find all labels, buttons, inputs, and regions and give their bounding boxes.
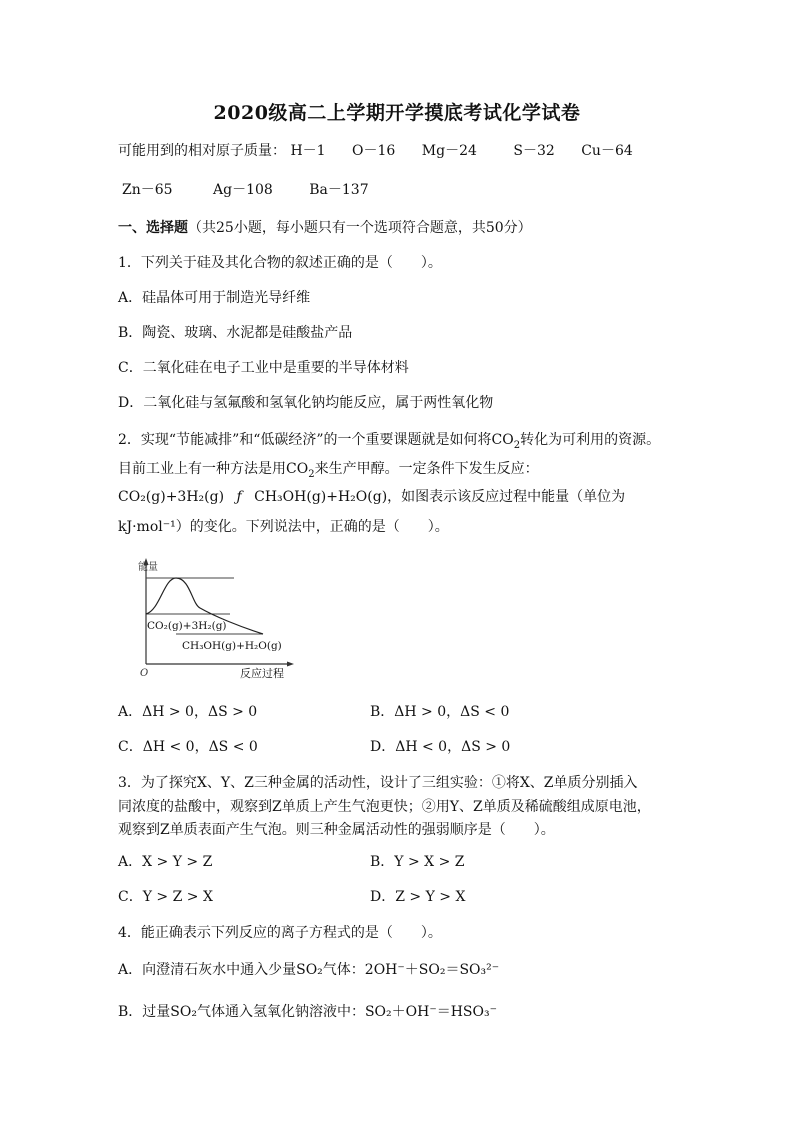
q2-line-2-subscript: 2	[308, 468, 315, 480]
q2-line-1	[118, 430, 660, 450]
q2-line-1-subscript: 2	[513, 439, 521, 451]
q2-option-a: A．ΔH > 0，ΔS > 0	[118, 704, 258, 720]
mass-h: H－1	[290, 143, 326, 159]
q2-option-b: B．ΔH > 0，ΔS < 0	[370, 704, 510, 720]
q1-option-c: C．二氧化硅在电子工业中是重要的半导体材料	[118, 360, 409, 376]
q3-line-2: 同浓度的盐酸中，观察到Z单质上产生气泡更快；②用Y、Z单质及稀硫酸组成原电池，	[118, 799, 651, 815]
q1-option-d: D．二氧化硅与氢氟酸和氢氧化钠均能反应，属于两性氧化物	[118, 395, 494, 411]
y-axis-label: 能量	[138, 562, 158, 573]
q3-option-d: D．Z > Y > X	[370, 889, 466, 905]
mass-o: O－16	[352, 143, 396, 159]
q4-stem: 4．能正确表示下列反应的离子方程式的是（ ）。	[118, 925, 442, 941]
q2-line-2-text-a: 目前工业上有一种方法是用CO	[118, 461, 309, 477]
mass-mg: Mg－24	[421, 143, 477, 159]
exam-title: 2020级高二上学期开学摸底考试化学试卷	[213, 102, 581, 124]
mass-ba: Ba－137	[309, 182, 369, 198]
reactants-label: CO₂(g)+3H₂(g)	[147, 620, 227, 632]
q2-line-1-text-b: 转化为可利用的资源。	[520, 432, 661, 448]
q2-line-2-text-b: 来生产甲醇。一定条件下发生反应：	[314, 461, 539, 477]
q2-option-d: D．ΔH < 0，ΔS > 0	[370, 739, 511, 755]
q2-equation-arrow: ƒ	[236, 489, 242, 505]
x-axis-arrow	[287, 662, 294, 667]
atomic-masses-intro: 可能用到的相对原子质量：	[118, 143, 286, 159]
q1-stem: 1．下列关于硅及其化合物的叙述正确的是（ ）。	[118, 255, 442, 271]
atomic-masses-row-2	[122, 180, 391, 200]
q2-equation-left: CO₂(g)+3H₂(g)	[118, 489, 225, 505]
origin-label: O	[140, 668, 149, 679]
q3-option-c: C．Y > Z > X	[118, 889, 213, 905]
q4-option-a: A．向澄清石灰水中通入少量SO₂气体：2OH⁻＋SO₂＝SO₃²⁻	[118, 962, 500, 978]
q2-line-1-text-a: 2．实现“节能减排”和“低碳经济”的一个重要课题就是如何将CO	[118, 432, 514, 448]
section-heading	[118, 218, 532, 238]
mass-cu: Cu－64	[581, 143, 633, 159]
q1-option-a: A．硅晶体可用于制造光导纤维	[118, 290, 311, 306]
q2-line-2	[118, 459, 539, 479]
q2-equation-right: CH₃OH(g)+H₂O(g)	[254, 489, 388, 505]
q3-line-3: 观察到Z单质表面产生气泡。则三种金属活动性的强弱顺序是（ ）。	[118, 822, 555, 838]
q2-option-c: C．ΔH < 0，ΔS < 0	[118, 739, 258, 755]
q3-option-a: A．X > Y > Z	[118, 854, 213, 870]
section-label: 一、选择题	[118, 220, 188, 236]
products-label: CH₃OH(g)+H₂O(g)	[182, 640, 282, 652]
q4-option-b: B．过量SO₂气体通入氢氧化钠溶液中：SO₂＋OH⁻＝HSO₃⁻	[118, 1004, 498, 1020]
energy-diagram	[138, 556, 298, 680]
mass-s: S－32	[513, 143, 555, 159]
mass-ag: Ag－108	[213, 182, 273, 198]
q2-equation-tail: ，如图表示该反应过程中能量（单位为	[387, 489, 626, 505]
q3-option-b: B．Y > X > Z	[370, 854, 465, 870]
q2-equation-line	[118, 487, 625, 507]
q3-line-1: 3．为了探究X、Y、Z三种金属的活动性，设计了三组实验：①将X、Z单质分别插入	[118, 775, 638, 791]
section-note: （共25小题，每小题只有一个选项符合题意，共50分）	[188, 220, 532, 236]
mass-zn: Zn－65	[122, 182, 173, 198]
atomic-masses-row-1	[118, 141, 655, 161]
q1-option-b: B．陶瓷、玻璃、水泥都是硅酸盐产品	[118, 325, 353, 341]
x-axis-label: 反应过程	[240, 667, 284, 680]
q2-line-4: kJ·mol⁻¹）的变化。下列说法中，正确的是（ ）。	[118, 519, 449, 535]
